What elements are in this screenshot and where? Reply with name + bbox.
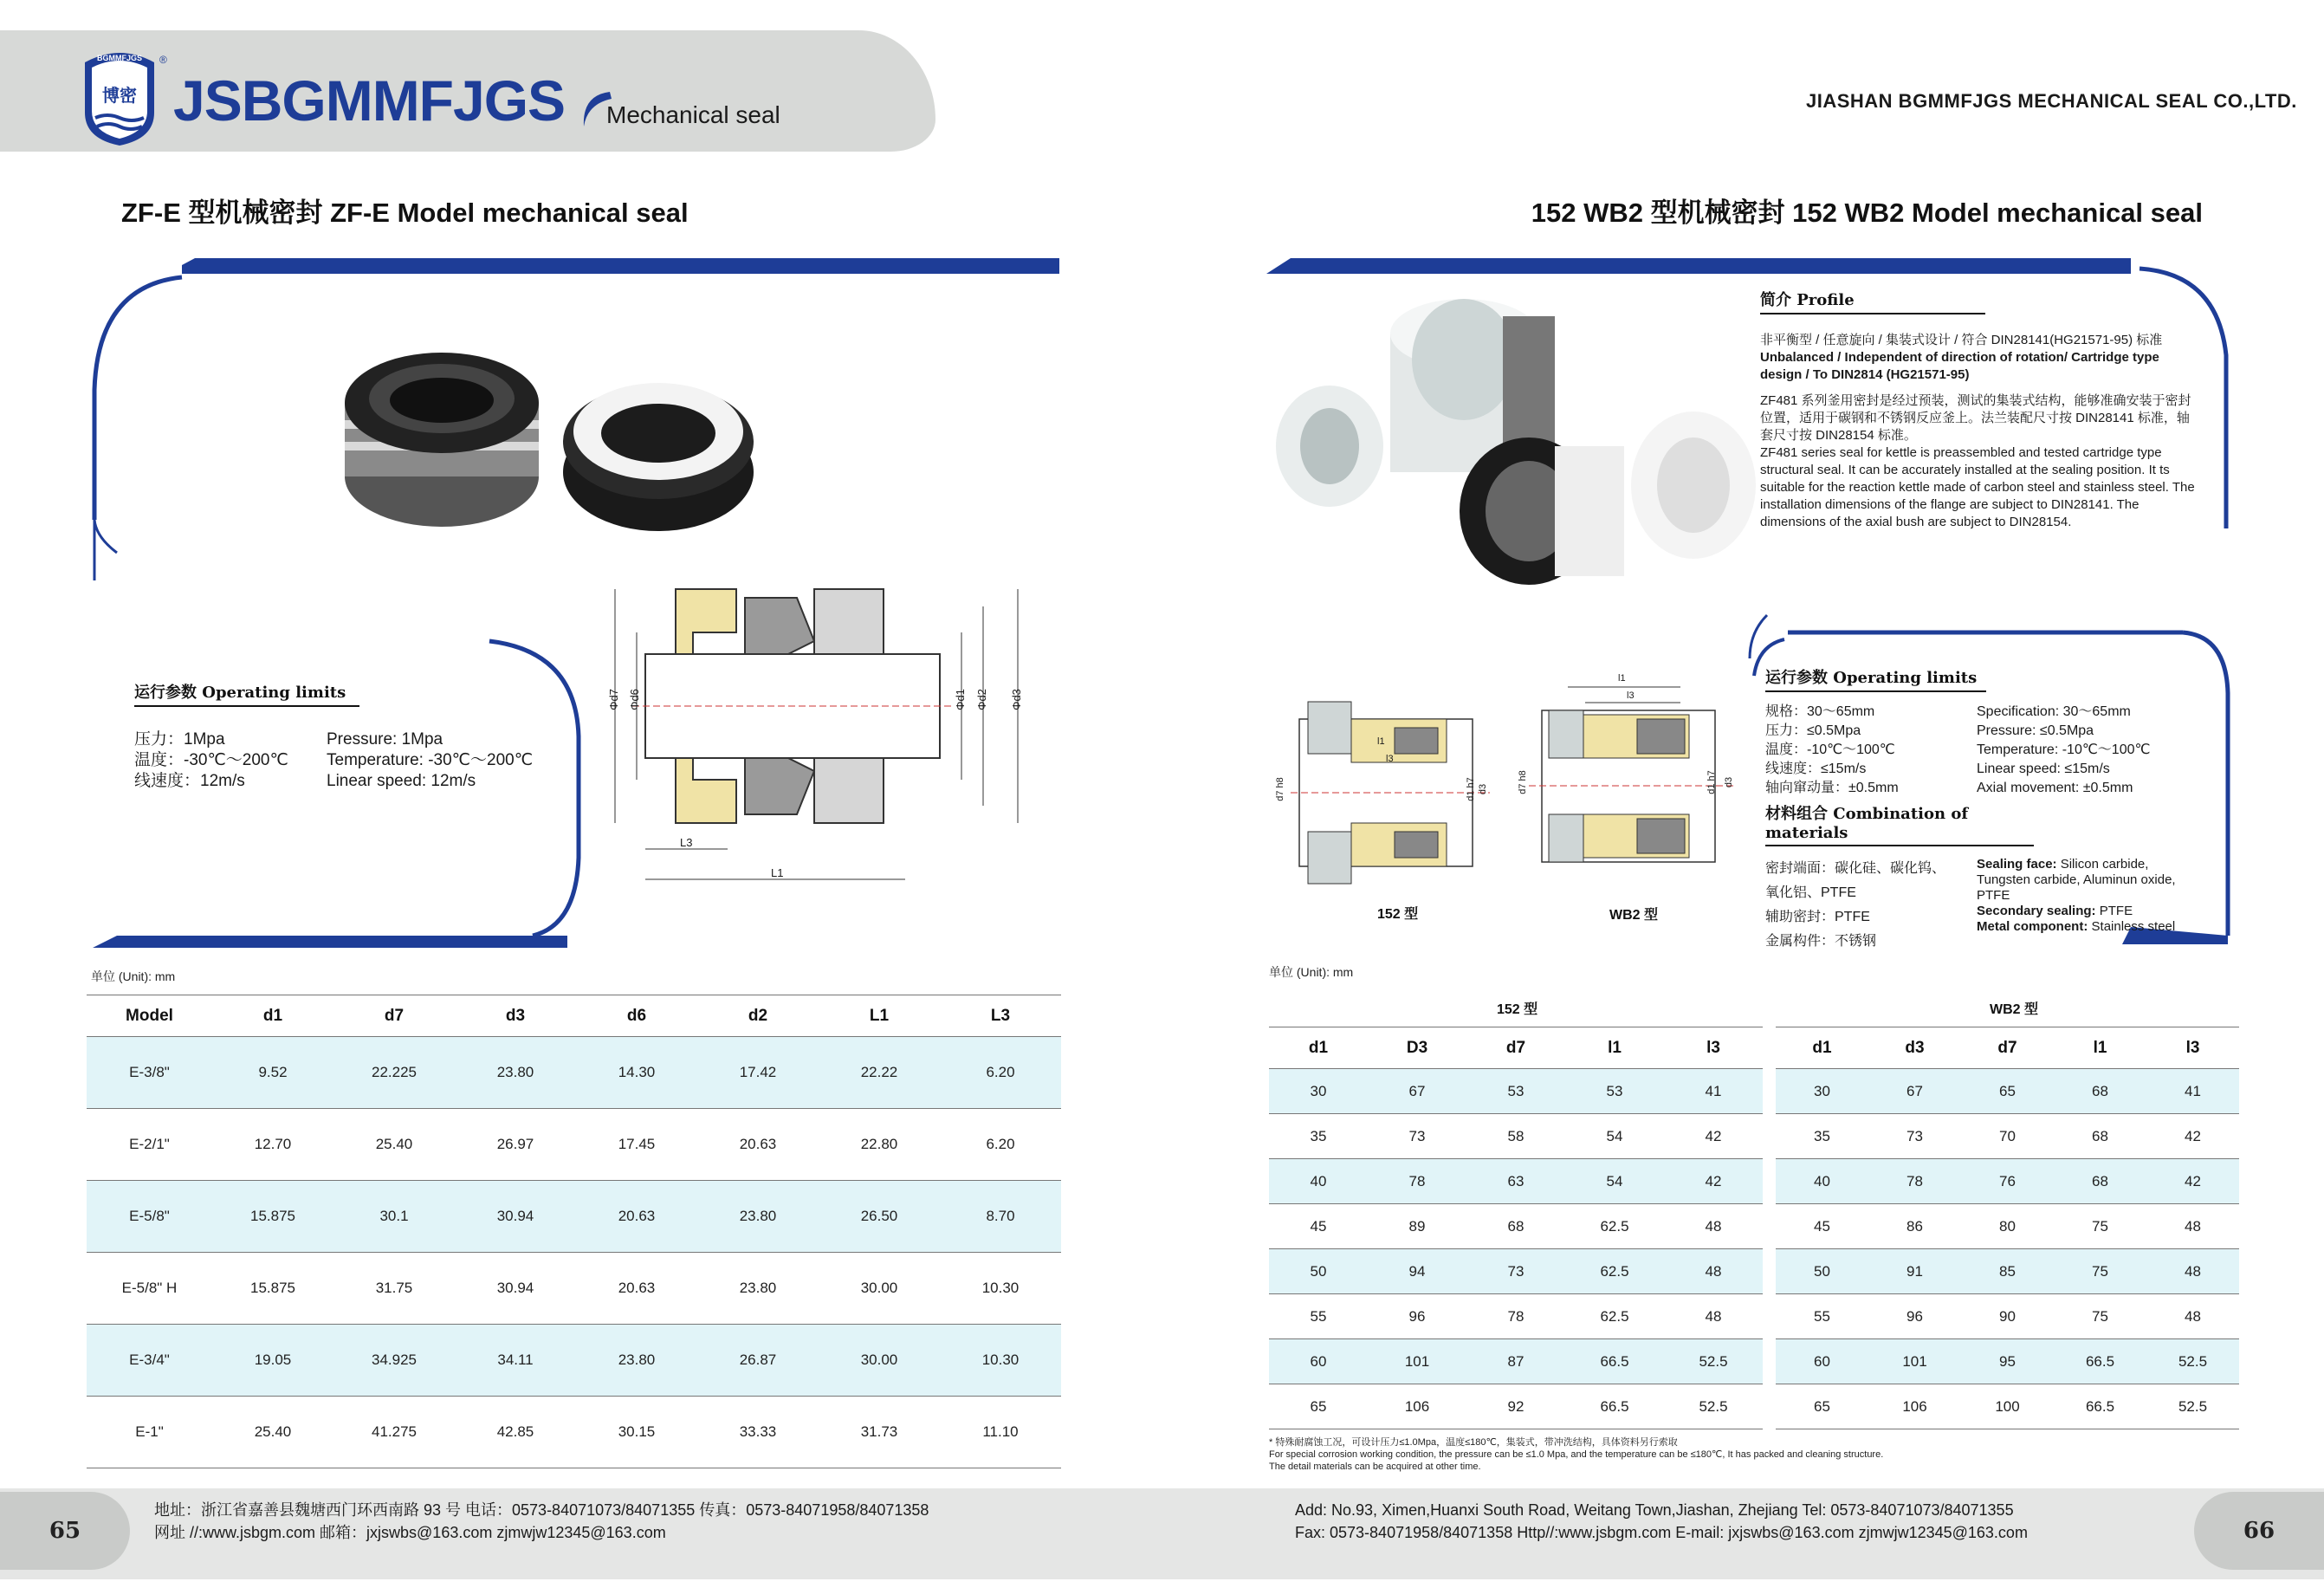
- table-row: [1776, 1114, 2239, 1159]
- table-cell: 60: [1269, 1339, 1368, 1384]
- op-en-line: Temperature: -30℃～200℃: [327, 751, 534, 769]
- table-cell: 26.97: [455, 1109, 576, 1181]
- table-cell: 33.33: [697, 1397, 819, 1468]
- table-cell: 87: [1466, 1339, 1565, 1384]
- table-row: [1269, 1339, 1763, 1384]
- mat-cn-line: 氧化铝、PTFE: [1765, 885, 1856, 900]
- table-cell: 40: [1269, 1159, 1368, 1204]
- table-row: [87, 1253, 1061, 1325]
- table-cell: 30.15: [576, 1397, 697, 1468]
- op-en-line: Temperature: -10℃～100℃: [1977, 742, 2151, 757]
- table-cell: 26.87: [697, 1325, 819, 1397]
- table-cell: 78: [1368, 1159, 1466, 1204]
- brand-subtitle: Mechanical seal: [606, 101, 780, 128]
- table-row: [1269, 1204, 1763, 1249]
- mat-en-line: [1977, 919, 2193, 935]
- dim-label: Φd6: [627, 689, 641, 710]
- dim-label: d7 h8: [1274, 777, 1285, 801]
- table-cell: 15.875: [212, 1181, 333, 1253]
- col-header: L1: [819, 995, 940, 1037]
- table-cell: 9.52: [212, 1037, 333, 1109]
- table-cell: 42: [2146, 1159, 2239, 1204]
- table-cell: 34.11: [455, 1325, 576, 1397]
- table-cell: 41: [2146, 1069, 2239, 1114]
- table-group-label-152: 152 型: [1497, 1002, 1538, 1017]
- op-en-line: Axial movement: ±0.5mm: [1977, 781, 2133, 795]
- dim-label: l1: [1377, 736, 1385, 747]
- col-header: D3: [1368, 1027, 1466, 1069]
- 152-dimension-table: [1269, 1027, 1763, 1429]
- dim-label: Φd2: [974, 689, 988, 710]
- table-cell: 15.875: [212, 1253, 333, 1325]
- table-cell: 75: [2054, 1294, 2146, 1339]
- col-header: l3: [2146, 1027, 2239, 1069]
- col-header: d1: [1269, 1027, 1368, 1069]
- dim-label: Φd1: [953, 689, 967, 710]
- footer-line: Add: No.93, Ximen,Huanxi South Road, Weitang Town,Jiashan, Zhejiang Tel: 0573-84071073/84071355: [1295, 1501, 2014, 1519]
- table-cell: 52.5: [2146, 1339, 2239, 1384]
- zf-e-seal-photo: [320, 321, 788, 546]
- table-cell: 8.70: [940, 1181, 1061, 1253]
- col-header: d7: [333, 995, 455, 1037]
- table-cell: 78: [1466, 1294, 1565, 1339]
- right-operating-limits: [1765, 665, 2207, 798]
- table-cell: 23.80: [576, 1325, 697, 1397]
- table-cell: 41: [1664, 1069, 1763, 1114]
- table-cell: 30.00: [819, 1325, 940, 1397]
- table-cell: 34.925: [333, 1325, 455, 1397]
- table-cell: 17.42: [697, 1037, 819, 1109]
- table-cell: 53: [1466, 1069, 1565, 1114]
- table-row: [1776, 1204, 2239, 1249]
- table-cell: 17.45: [576, 1109, 697, 1181]
- profile-p1-cn: 非平衡型 / 任意旋向 / 集装式设计 / 符合 DIN28141(HG21571-95) 标准: [1760, 333, 2163, 347]
- left-unit-label: 单位 (Unit): mm: [91, 969, 176, 983]
- table-cell: 31.75: [333, 1253, 455, 1325]
- table-cell: 78: [1868, 1159, 1961, 1204]
- company-logo: [76, 45, 163, 149]
- right-page-title: 152 WB2 型机械密封 152 WB2 Model mechanical seal: [1531, 198, 2203, 228]
- table-cell: E-3/4": [87, 1325, 212, 1397]
- table-cell: 11.10: [940, 1397, 1061, 1468]
- dim-label: d3: [1724, 776, 1735, 788]
- registered-mark: ®: [159, 54, 167, 66]
- profile-heading: 简介 Profile: [1760, 288, 1985, 314]
- table-cell: 63: [1466, 1159, 1565, 1204]
- dim-label: d1 h7: [1706, 770, 1717, 794]
- table-cell: 48: [1664, 1249, 1763, 1294]
- table-cell: 45: [1269, 1204, 1368, 1249]
- table-cell: 31.73: [819, 1397, 940, 1468]
- table-cell: 70: [1961, 1114, 2054, 1159]
- table-row: [1269, 1384, 1763, 1429]
- dim-label: l3: [1627, 690, 1635, 701]
- table-cell: 54: [1565, 1114, 1664, 1159]
- zf-e-cross-section-drawing: [598, 572, 1048, 892]
- op-cn-line: 轴向窜动量：±0.5mm: [1765, 781, 1899, 795]
- left-footer-contact: [154, 1499, 929, 1544]
- table-cell: 101: [1368, 1339, 1466, 1384]
- right-unit-label: 单位 (Unit): mm: [1269, 965, 1354, 979]
- mat-en-label: Metal component:: [1977, 919, 2088, 934]
- table-cell: 85: [1961, 1249, 2054, 1294]
- note-line: * 特殊耐腐蚀工况，可设计压力≤1.0Mpa，温度≤180℃，集装式，带冲洗结构，具体资料另行索取: [1269, 1437, 1678, 1448]
- col-header: d1: [212, 995, 333, 1037]
- brand-name: JSBGMMFJGS: [173, 68, 566, 133]
- op-en-line: Pressure: ≤0.5Mpa: [1977, 723, 2094, 738]
- table-cell: 26.50: [819, 1181, 940, 1253]
- table-cell: E-3/8": [87, 1037, 212, 1109]
- table-cell: 42: [1664, 1159, 1763, 1204]
- table-cell: 30: [1776, 1069, 1868, 1114]
- table-cell: 48: [1664, 1294, 1763, 1339]
- table-cell: 23.80: [455, 1037, 576, 1109]
- table-cell: 55: [1776, 1294, 1868, 1339]
- mat-cn-line: 辅助密封：PTFE: [1765, 910, 1870, 924]
- table-cell: 86: [1868, 1204, 1961, 1249]
- col-header: l3: [1664, 1027, 1763, 1069]
- note-line: The detail materials can be acquired at other time.: [1269, 1462, 1481, 1472]
- table-cell: 101: [1868, 1339, 1961, 1384]
- mat-en-line: [1977, 904, 2193, 919]
- op-en-line: Linear speed: ≤15m/s: [1977, 762, 2110, 776]
- col-header: d1: [1776, 1027, 1868, 1069]
- table-cell: 68: [2054, 1159, 2146, 1204]
- table-row: [1776, 1339, 2239, 1384]
- materials-heading: 材料组合 Combination of materials: [1765, 801, 2034, 846]
- table-row: [87, 1037, 1061, 1109]
- table-row: [1269, 1159, 1763, 1204]
- table-cell: 20.63: [576, 1253, 697, 1325]
- op-cn-line: 线速度：≤15m/s: [1765, 762, 1867, 776]
- profile-p1-en: Unbalanced / Independent of direction of rotation/ Cartridge type design / To DIN2814 (HG21571-95): [1760, 350, 2159, 382]
- op-cn-line: 线速度：12m/s: [134, 772, 245, 790]
- col-header: L3: [940, 995, 1061, 1037]
- table-cell: 73: [1368, 1114, 1466, 1159]
- left-operating-heading: 运行参数 Operating limits: [134, 680, 359, 707]
- table-row: [1776, 1249, 2239, 1294]
- table-cell: 25.40: [333, 1109, 455, 1181]
- table-cell: 58: [1466, 1114, 1565, 1159]
- op-cn-line: 温度：-10℃～100℃: [1765, 742, 1895, 757]
- dim-label: l3: [1386, 754, 1394, 764]
- table-row: [87, 1181, 1061, 1253]
- table-cell: E-2/1": [87, 1109, 212, 1181]
- table-cell: 20.63: [697, 1109, 819, 1181]
- table-cell: 106: [1868, 1384, 1961, 1429]
- table-cell: 30.94: [455, 1181, 576, 1253]
- table-cell: 35: [1269, 1114, 1368, 1159]
- table-cell: 91: [1868, 1249, 1961, 1294]
- table-cell: 52.5: [2146, 1384, 2239, 1429]
- table-cell: 106: [1368, 1384, 1466, 1429]
- table-cell: 48: [2146, 1294, 2239, 1339]
- profile-p2-cn: ZF481 系列釜用密封是经过预装，测试的集装式结构，能够准确安装于密封位置，适用于碳钢和不锈钢反应釜上。法兰装配尺寸按 DIN28141 标准，轴套尺寸按 DIN28154 标准。: [1760, 393, 2191, 443]
- 152-cross-section-drawing: [1273, 684, 1499, 927]
- table-cell: 53: [1565, 1069, 1664, 1114]
- mat-en-line: [1977, 857, 2193, 904]
- profile-section: [1760, 288, 2202, 531]
- table-cell: 75: [2054, 1204, 2146, 1249]
- table-cell: 50: [1269, 1249, 1368, 1294]
- table-cell: 22.22: [819, 1037, 940, 1109]
- mat-en-value: PTFE: [2099, 904, 2133, 918]
- table-cell: 68: [1466, 1204, 1565, 1249]
- col-header: d6: [576, 995, 697, 1037]
- table-cell: 96: [1368, 1294, 1466, 1339]
- op-en-line: Pressure: 1Mpa: [327, 730, 443, 749]
- table-cell: 75: [2054, 1249, 2146, 1294]
- footer-line: 地址：浙江省嘉善县魏塘西门环西南路 93 号 电话：0573-84071073/84071355 传真：0573-84071958/84071358: [154, 1501, 929, 1519]
- table-cell: 95: [1961, 1339, 2054, 1384]
- table-row: [87, 1325, 1061, 1397]
- right-footer-contact: [1295, 1499, 2028, 1544]
- table-cell: 20.63: [576, 1181, 697, 1253]
- table-cell: 60: [1776, 1339, 1868, 1384]
- table-cell: 30: [1269, 1069, 1368, 1114]
- table-cell: 40: [1776, 1159, 1868, 1204]
- mat-en-value: Stainless steel: [2091, 919, 2176, 934]
- table-cell: 65: [1776, 1384, 1868, 1429]
- dim-label: Φd3: [1009, 689, 1023, 710]
- table-cell: 67: [1368, 1069, 1466, 1114]
- wb2-dimension-table: [1776, 1027, 2239, 1429]
- table-cell: 48: [2146, 1249, 2239, 1294]
- table-cell: 10.30: [940, 1253, 1061, 1325]
- mat-en-label: Sealing face:: [1977, 857, 2057, 872]
- table-cell: 90: [1961, 1294, 2054, 1339]
- op-en-line: Linear speed: 12m/s: [327, 772, 476, 790]
- table-cell: E-5/8": [87, 1181, 212, 1253]
- 152-wb2-seal-photo: [1269, 299, 1763, 611]
- table-cell: 100: [1961, 1384, 2054, 1429]
- col-header: Model: [87, 995, 212, 1037]
- table-cell: 66.5: [1565, 1339, 1664, 1384]
- dim-label: d3: [1478, 783, 1489, 795]
- table-cell: 52.5: [1664, 1384, 1763, 1429]
- table-row: [1269, 1294, 1763, 1339]
- op-cn-line: 规格：30～65mm: [1765, 704, 1875, 719]
- dim-label: L3: [680, 836, 693, 849]
- table-row: [1776, 1069, 2239, 1114]
- table-cell: 68: [2054, 1069, 2146, 1114]
- table-cell: 52.5: [1664, 1339, 1763, 1384]
- table-row: [87, 1109, 1061, 1181]
- profile-p2-en: ZF481 series seal for kettle is preassembled and tested cartridge type structural seal. It can be accurately installed at the sealing position. It ts suitable for the reaction kettle made of carbon steel and stainless steel. The installation dimensions of the flange are subject to DIN28141. The dimensions of the axial bush are subject to DIN28154.: [1760, 445, 2195, 529]
- footer-line: Fax: 0573-84071958/84071358 Http//:www.jsbgm.com E-mail: jxjswbs@163.com zjmwjw12345@163.com: [1295, 1524, 2028, 1541]
- page-number-left: 65: [0, 1492, 130, 1570]
- mat-cn-line: 金属构件：不锈钢: [1765, 934, 1877, 949]
- table-row: [1776, 1294, 2239, 1339]
- table-cell: 23.80: [697, 1181, 819, 1253]
- table-row: [1269, 1069, 1763, 1114]
- table-cell: 66.5: [2054, 1339, 2146, 1384]
- table-cell: 42: [1664, 1114, 1763, 1159]
- table-row: [1776, 1159, 2239, 1204]
- table-cell: 66.5: [1565, 1384, 1664, 1429]
- col-header: d3: [455, 995, 576, 1037]
- right-notes: [1269, 1436, 2222, 1473]
- table-row: [1269, 1114, 1763, 1159]
- table-cell: 22.225: [333, 1037, 455, 1109]
- table-cell: 62.5: [1565, 1249, 1664, 1294]
- page-number-right: 66: [2194, 1492, 2324, 1570]
- dim-label: l1: [1618, 673, 1626, 684]
- table-cell: 14.30: [576, 1037, 697, 1109]
- table-cell: 50: [1776, 1249, 1868, 1294]
- col-header: d3: [1868, 1027, 1961, 1069]
- col-header: l1: [1565, 1027, 1664, 1069]
- table-cell: 12.70: [212, 1109, 333, 1181]
- op-cn-line: 压力：≤0.5Mpa: [1765, 723, 1861, 738]
- mat-en-label: Secondary sealing:: [1977, 904, 2096, 918]
- mat-cn-line: 密封端面：碳化硅、碳化钨、: [1765, 861, 1946, 876]
- table-row: [1776, 1384, 2239, 1429]
- table-cell: 10.30: [940, 1325, 1061, 1397]
- table-row: [87, 1397, 1061, 1468]
- logo-badge-text: BGMMFJGS: [96, 54, 142, 62]
- col-header: d7: [1961, 1027, 2054, 1069]
- table-cell: 30.94: [455, 1253, 576, 1325]
- table-cell: 23.80: [697, 1253, 819, 1325]
- right-operating-heading: 运行参数 Operating limits: [1765, 665, 1986, 692]
- table-cell: 30.1: [333, 1181, 455, 1253]
- table-cell: 67: [1868, 1069, 1961, 1114]
- wb2-cross-section-drawing: [1507, 671, 1750, 927]
- footer-line: 网址 //:www.jsbgm.com 邮箱：jxjswbs@163.com zjmwjw12345@163.com: [154, 1524, 666, 1541]
- company-name: JIASHAN BGMMFJGS MECHANICAL SEAL CO.,LTD.: [1806, 90, 2297, 112]
- table-cell: 30.00: [819, 1253, 940, 1325]
- table-cell: 62.5: [1565, 1204, 1664, 1249]
- logo-chars: 博密: [102, 87, 137, 106]
- table-cell: 6.20: [940, 1109, 1061, 1181]
- dim-label: d7 h8: [1517, 770, 1528, 794]
- table-cell: 65: [1269, 1384, 1368, 1429]
- table-cell: 25.40: [212, 1397, 333, 1468]
- table-cell: 80: [1961, 1204, 2054, 1249]
- table-cell: 19.05: [212, 1325, 333, 1397]
- table-cell: 22.80: [819, 1109, 940, 1181]
- op-cn-line: 压力：1Mpa: [134, 730, 225, 749]
- op-en-line: Specification: 30～65mm: [1977, 704, 2131, 719]
- drawing-caption: WB2 型: [1609, 908, 1659, 923]
- table-cell: 73: [1868, 1114, 1961, 1159]
- table-cell: 48: [2146, 1204, 2239, 1249]
- table-cell: 66.5: [2054, 1384, 2146, 1429]
- dim-label: Φd7: [606, 689, 620, 710]
- table-cell: 62.5: [1565, 1294, 1664, 1339]
- table-cell: 73: [1466, 1249, 1565, 1294]
- dim-label: L1: [771, 866, 784, 879]
- op-cn-line: 温度：-30℃～200℃: [134, 751, 288, 769]
- table-cell: 94: [1368, 1249, 1466, 1294]
- table-row: [1269, 1249, 1763, 1294]
- col-header: l1: [2054, 1027, 2146, 1069]
- col-header: d2: [697, 995, 819, 1037]
- dim-label: d1 h7: [1465, 777, 1476, 801]
- note-line: For special corrosion working condition, the pressure can be ≤1.0 Mpa, and the temperature can be ≤180℃, It has packed and cleaning structure.: [1269, 1449, 1884, 1460]
- col-header: d7: [1466, 1027, 1565, 1069]
- table-cell: 42.85: [455, 1397, 576, 1468]
- table-cell: 55: [1269, 1294, 1368, 1339]
- table-cell: 48: [1664, 1204, 1763, 1249]
- table-cell: 92: [1466, 1384, 1565, 1429]
- table-cell: 76: [1961, 1159, 2054, 1204]
- table-cell: 65: [1961, 1069, 2054, 1114]
- drawing-caption: 152 型: [1377, 907, 1419, 922]
- table-cell: 6.20: [940, 1037, 1061, 1109]
- left-page-title: ZF-E 型机械密封 ZF-E Model mechanical seal: [121, 198, 689, 228]
- table-cell: 41.275: [333, 1397, 455, 1468]
- table-cell: E-1": [87, 1397, 212, 1468]
- table-cell: E-5/8" H: [87, 1253, 212, 1325]
- table-cell: 89: [1368, 1204, 1466, 1249]
- materials-section: [1765, 801, 2207, 954]
- table-cell: 96: [1868, 1294, 1961, 1339]
- zf-e-dimension-table: [87, 995, 1061, 1468]
- table-cell: 54: [1565, 1159, 1664, 1204]
- left-operating-limits: [134, 680, 567, 792]
- table-cell: 68: [2054, 1114, 2146, 1159]
- table-cell: 45: [1776, 1204, 1868, 1249]
- table-cell: 42: [2146, 1114, 2239, 1159]
- table-group-label-wb2: WB2 型: [1990, 1002, 2039, 1017]
- table-cell: 35: [1776, 1114, 1868, 1159]
- mat-en-value: Silicon carbide, Tungsten carbide, Aluminun oxide, PTFE: [1977, 857, 2176, 903]
